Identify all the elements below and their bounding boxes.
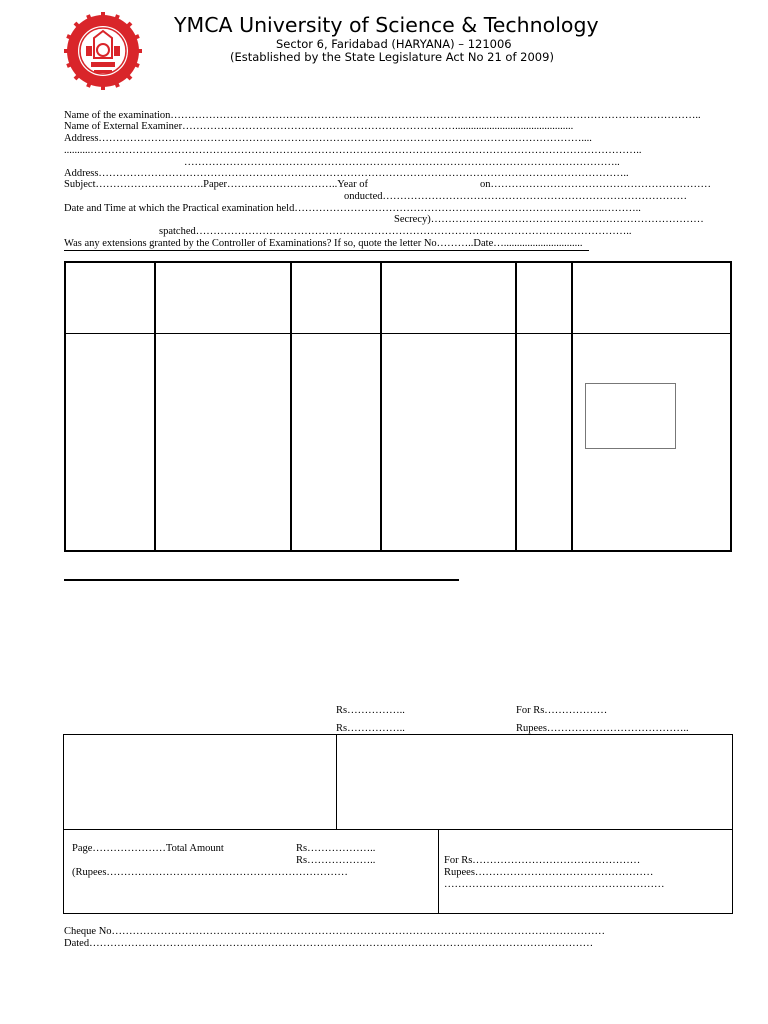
established-line: (Established by the State Legislature Act No 21 of 2009) xyxy=(230,50,554,64)
for-rs-field[interactable]: For Rs……………… xyxy=(516,705,608,716)
conducted-field[interactable]: onducted…………………………………………………………………………… xyxy=(344,191,687,202)
main-table-col-divider xyxy=(380,261,382,552)
main-table-col-divider xyxy=(571,261,573,552)
exam-name-field[interactable]: Name of the examination…………………………………………………………………………………………………………………………………….. xyxy=(64,110,701,121)
university-address: Sector 6, Faridabad (HARYANA) – 121006 xyxy=(276,37,512,51)
for-rs-field-bottom[interactable]: For Rs………………………………………… xyxy=(444,855,641,866)
address-field-1-cont2[interactable]: …………………………………………………………………………………………………………….. xyxy=(184,157,620,168)
rupees-paren-field[interactable]: (Rupees…………………………………………………………… xyxy=(72,867,348,878)
bottom-table-mid-rule xyxy=(63,829,733,830)
main-table-col-divider xyxy=(154,261,156,552)
main-table-col-divider xyxy=(290,261,292,552)
bottom-table-top-divider xyxy=(336,734,337,830)
page-total-field[interactable]: Page…………………Total Amount xyxy=(72,843,224,854)
date-time-field[interactable]: Date and Time at which the Practical examination held……………………………………………………………………………..……….. xyxy=(64,203,641,214)
despatched-field[interactable]: spatched…………………………………………………………………………………………………………….. xyxy=(159,226,632,237)
university-logo xyxy=(64,12,142,90)
address-field-2[interactable]: Address…………………………………………………………………………………………………………………………………….. xyxy=(64,168,629,179)
address-field-1[interactable]: Address………………………………………………………………………………………………………………………….... xyxy=(64,133,592,144)
photo-box xyxy=(585,383,676,449)
main-table-header-rule xyxy=(64,333,732,334)
main-table-col-divider xyxy=(515,261,517,552)
rs-a-field[interactable]: Rs……………….. xyxy=(296,843,376,854)
cheque-no-field[interactable]: Cheque No…………………………………………………………………………………………………………………………… xyxy=(64,926,606,937)
university-title: YMCA University of Science & Technology xyxy=(174,13,599,37)
rs-b-field[interactable]: Rs……………….. xyxy=(296,855,376,866)
external-examiner-field[interactable]: Name of External Examiner……………………………………………………………………............................................. xyxy=(64,121,574,132)
secrecy-field[interactable]: Secrecy)…………………………………………………………………… xyxy=(394,214,704,225)
rupees-field-bottom[interactable]: Rupees…………………………………………… xyxy=(444,867,654,878)
rupees-field[interactable]: Rupees………………………………….. xyxy=(516,723,689,734)
address-field-1-cont[interactable]: ..........………………………………………………………………………………………………………………………………………….. xyxy=(64,145,642,156)
dated-field[interactable]: Dated……………………………………………………………………………………………………………………………… xyxy=(64,938,594,949)
on-field[interactable]: on……………………………………………………… xyxy=(480,179,711,190)
subject-paper-year-field[interactable]: Subject………………………….Paper…………………………..Year of xyxy=(64,179,368,190)
signature-line xyxy=(64,579,459,581)
rs-field-2[interactable]: Rs…………….. xyxy=(336,723,405,734)
extensions-field[interactable]: Was any extensions granted by the Controller of Examinations? If so, quote the letter No………..Date….............................. xyxy=(64,238,589,251)
bottom-table-bottom-divider xyxy=(438,829,439,914)
rs-field-1[interactable]: Rs…………….. xyxy=(336,705,405,716)
rupees-field-bottom-cont[interactable]: ……………………………………………………… xyxy=(444,879,665,890)
